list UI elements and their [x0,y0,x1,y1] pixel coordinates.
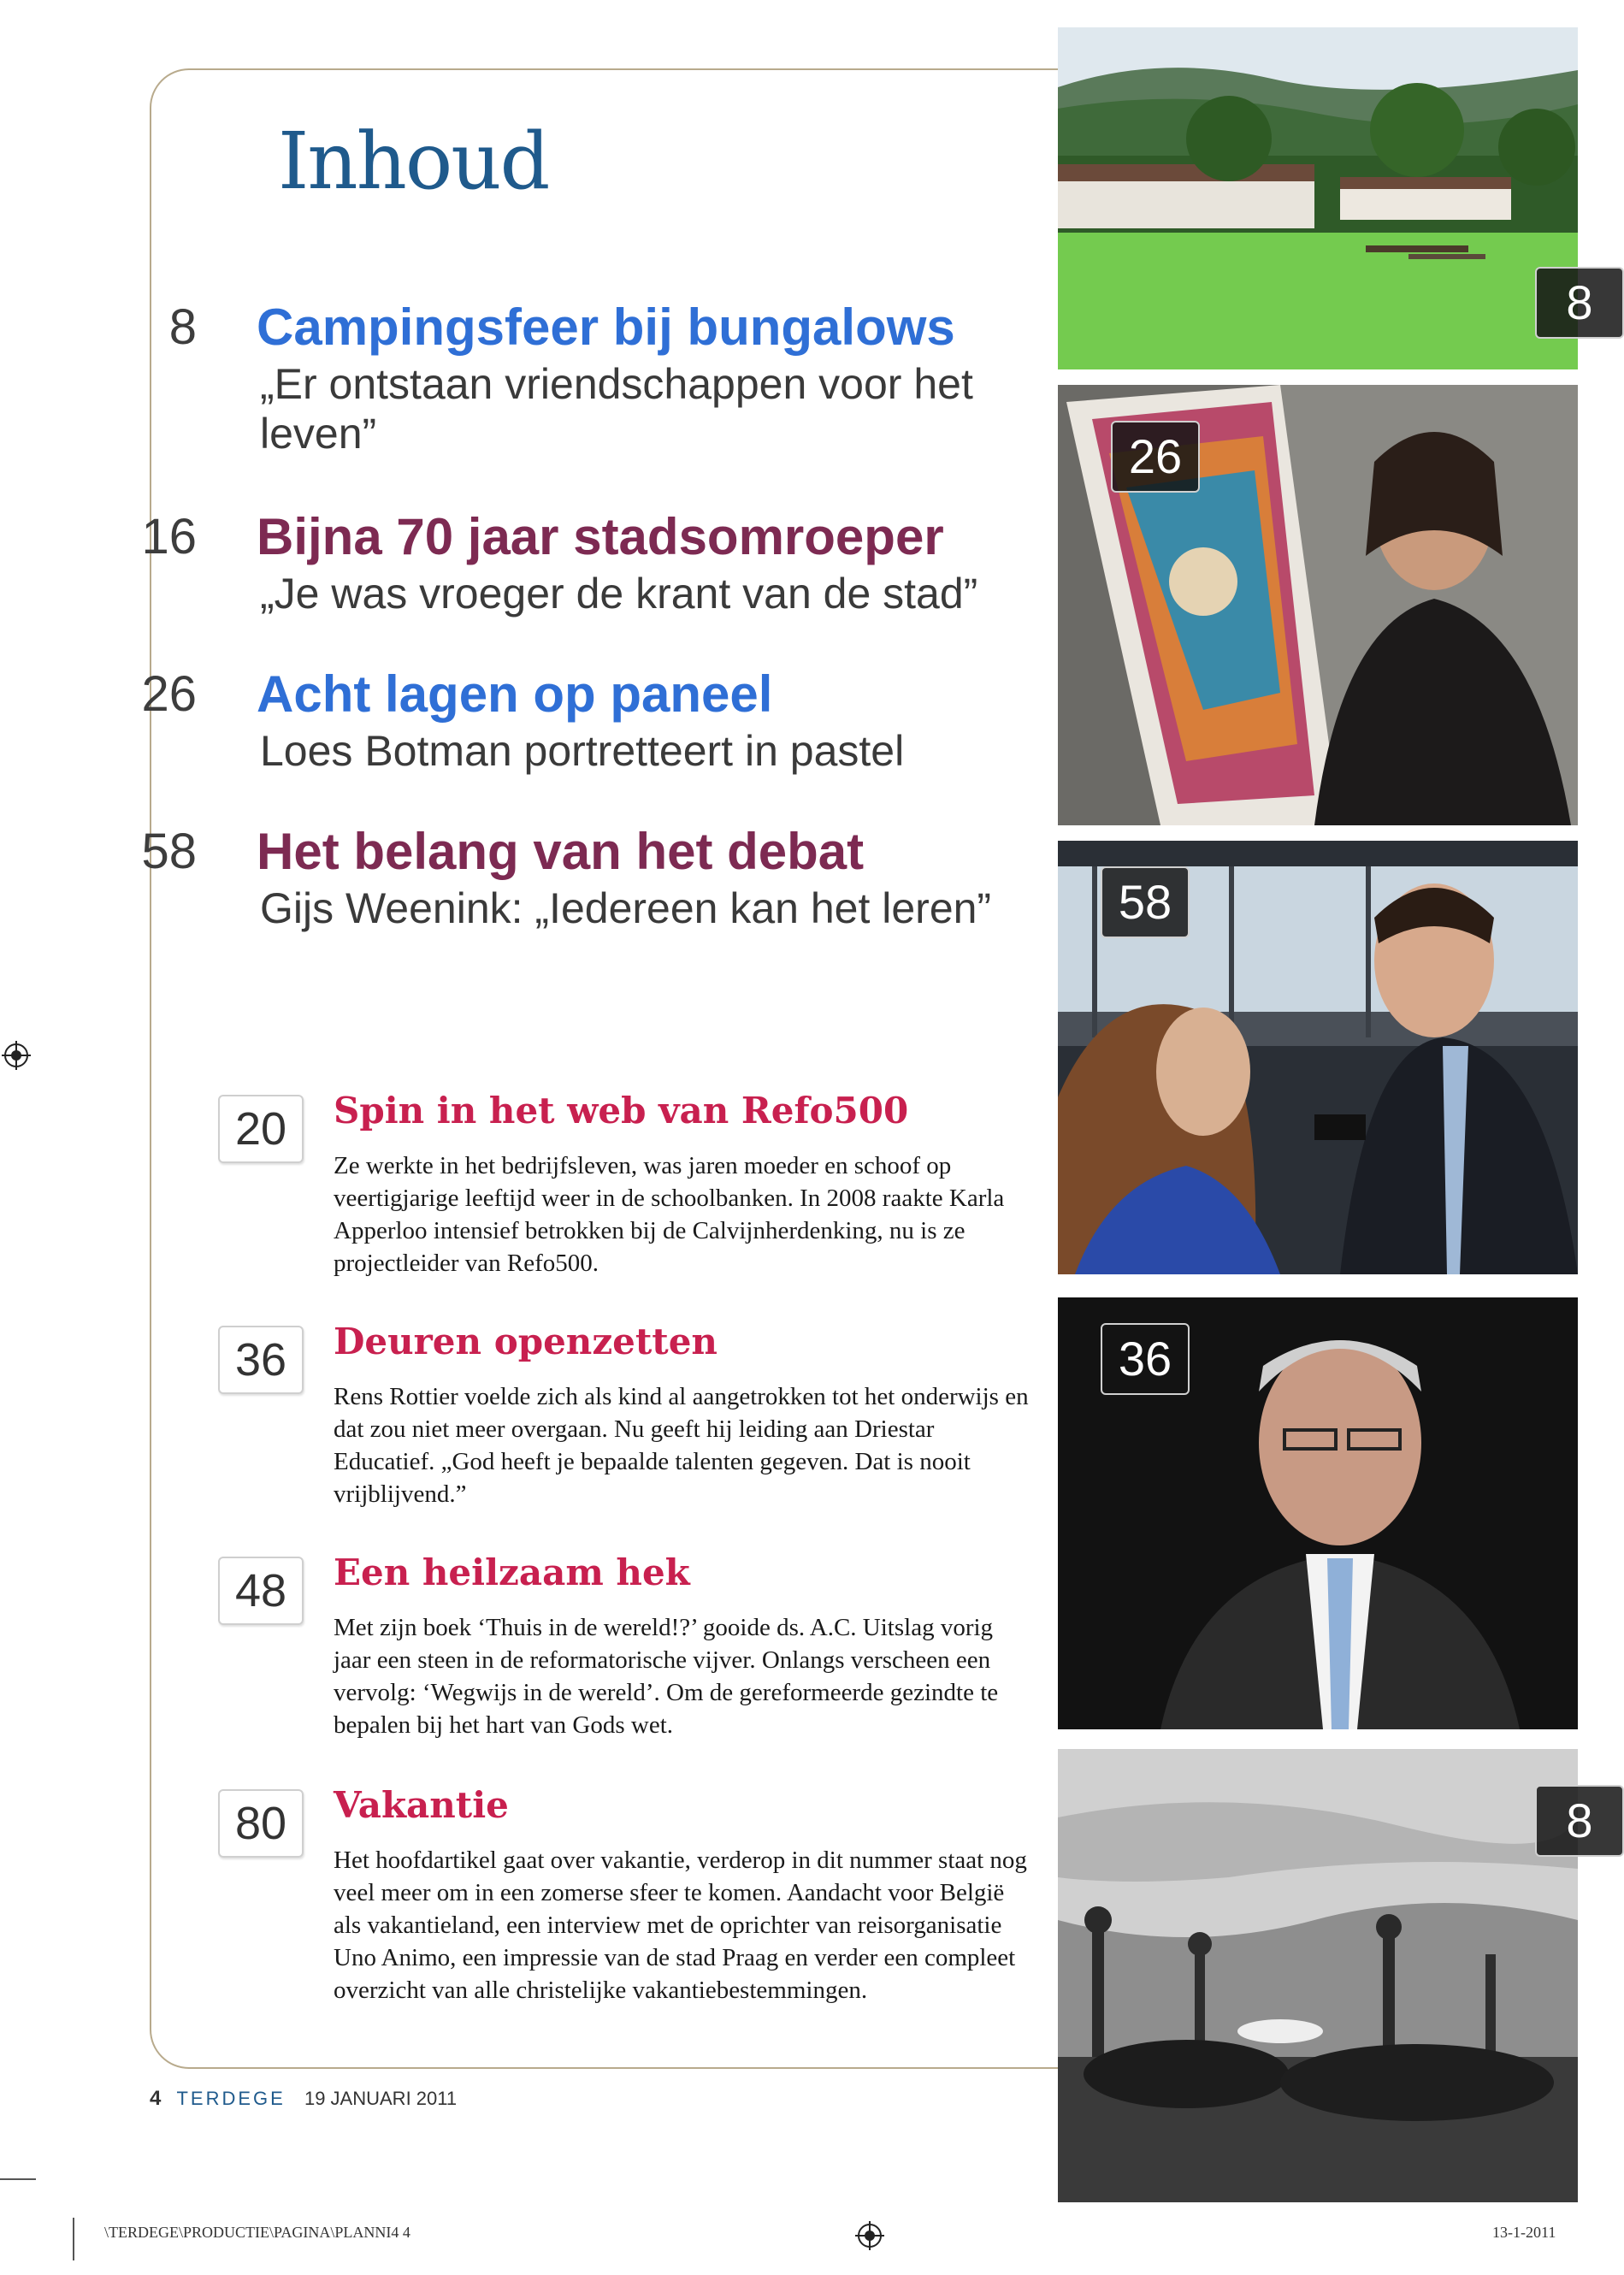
photo-painter[interactable] [1058,385,1578,825]
feature-subtitle: Loes Botman portretteert in pastel [260,727,905,775]
feature-page-number: 16 [141,509,197,564]
photo-portrait[interactable] [1058,1297,1578,1729]
print-slug-date: 13-1-2011 [1492,2224,1556,2241]
photo-campsite[interactable] [1058,27,1593,369]
photo-badge: 26 [1111,421,1200,493]
article-page-number: 36 [218,1326,304,1394]
feature-subtitle: Gijs Weenink: „Iedereen kan het leren” [260,884,992,932]
article-summary: Het hoofdartikel gaat over vakantie, verderop in dit nummer staat nog veel meer om in een zomerse sfeer te komen. Aandacht voor België als vakantieland, een interview met de oprichter van reisorganisatie Uno Animo, een impressie van de stad Praag en verder een compleet overzicht van alle christelijke vakantiebestemmingen. [334,1847,1027,2004]
article-title[interactable]: Deuren openzetten [334,1321,718,1362]
registration-mark-icon [855,2221,884,2250]
feature-page-number: 8 [168,299,197,355]
photo-badge: 58 [1101,866,1190,938]
registration-mark-icon [2,1041,31,1070]
photo-debate[interactable] [1058,841,1578,1274]
footer-date: 19 JANUARI 2011 [304,2088,458,2109]
photo-badge: 8 [1535,1785,1624,1857]
article-summary: Ze werkte in het bedrijfsleven, was jaren moeder en schoof op veertigjarige leeftijd weer in de schoolbanken. In 2008 raakte Karla Apperloo intensief betrokken bij de Calvijnherdenking, nu is ze projectleider van Refo500. [334,1152,1005,1277]
feature-page-number: 26 [141,666,197,722]
feature-title[interactable]: Acht lagen op paneel [257,665,773,723]
article-page-number: 20 [218,1095,304,1163]
footer-magazine-name: TERDEGE [176,2088,286,2109]
feature-subtitle: „Je was vroeger de krant van de stad” [260,570,978,618]
feature-title[interactable]: Het belang van het debat [257,823,865,880]
crop-mark [0,2178,36,2180]
photo-badge: 8 [1535,267,1624,339]
crop-mark [73,2218,74,2260]
article-summary: Met zijn boek ‘Thuis in de wereld!?’ gooide ds. A.C. Uitslag vorig jaar een steen in de reformatorische vijver. Onlangs verscheen een vervolg: ‘Wegwijs in de wereld’. Om de gereformeerde gezindte te bepalen bij het hart van Gods wet. [334,1614,999,1739]
article-title[interactable]: Spin in het web van Refo500 [334,1090,909,1132]
page-footer [150,2087,457,2111]
feature-page-number: 58 [141,824,197,879]
article-summary: Rens Rottier voelde zich als kind al aangetrokken tot het onderwijs en dat zou niet meer overgaan. Nu geeft hij leiding aan Driestar Educatief. „God heeft je bepaalde talenten gegeven. Dat is nooit vrijblijvend.” [334,1383,1029,1508]
article-page-number: 80 [218,1789,304,1858]
feature-title[interactable]: Bijna 70 jaar stadsomroeper [257,508,944,565]
feature-subtitle: „Er ontstaan vriendschappen voor het leven” [260,360,973,458]
print-slug-path: \TERDEGE\PRODUCTIE\PAGINA\PLANNI4 4 [104,2224,410,2241]
photo-badge: 36 [1101,1323,1190,1395]
page-title: Inhoud [278,115,549,207]
footer-page-number: 4 [150,2087,162,2110]
article-title[interactable]: Een heilzaam hek [334,1551,690,1593]
article-page-number: 48 [218,1557,304,1625]
article-title[interactable]: Vakantie [334,1784,509,1826]
photo-city[interactable] [1058,1749,1593,2202]
feature-title[interactable]: Campingsfeer bij bungalows [257,298,955,356]
